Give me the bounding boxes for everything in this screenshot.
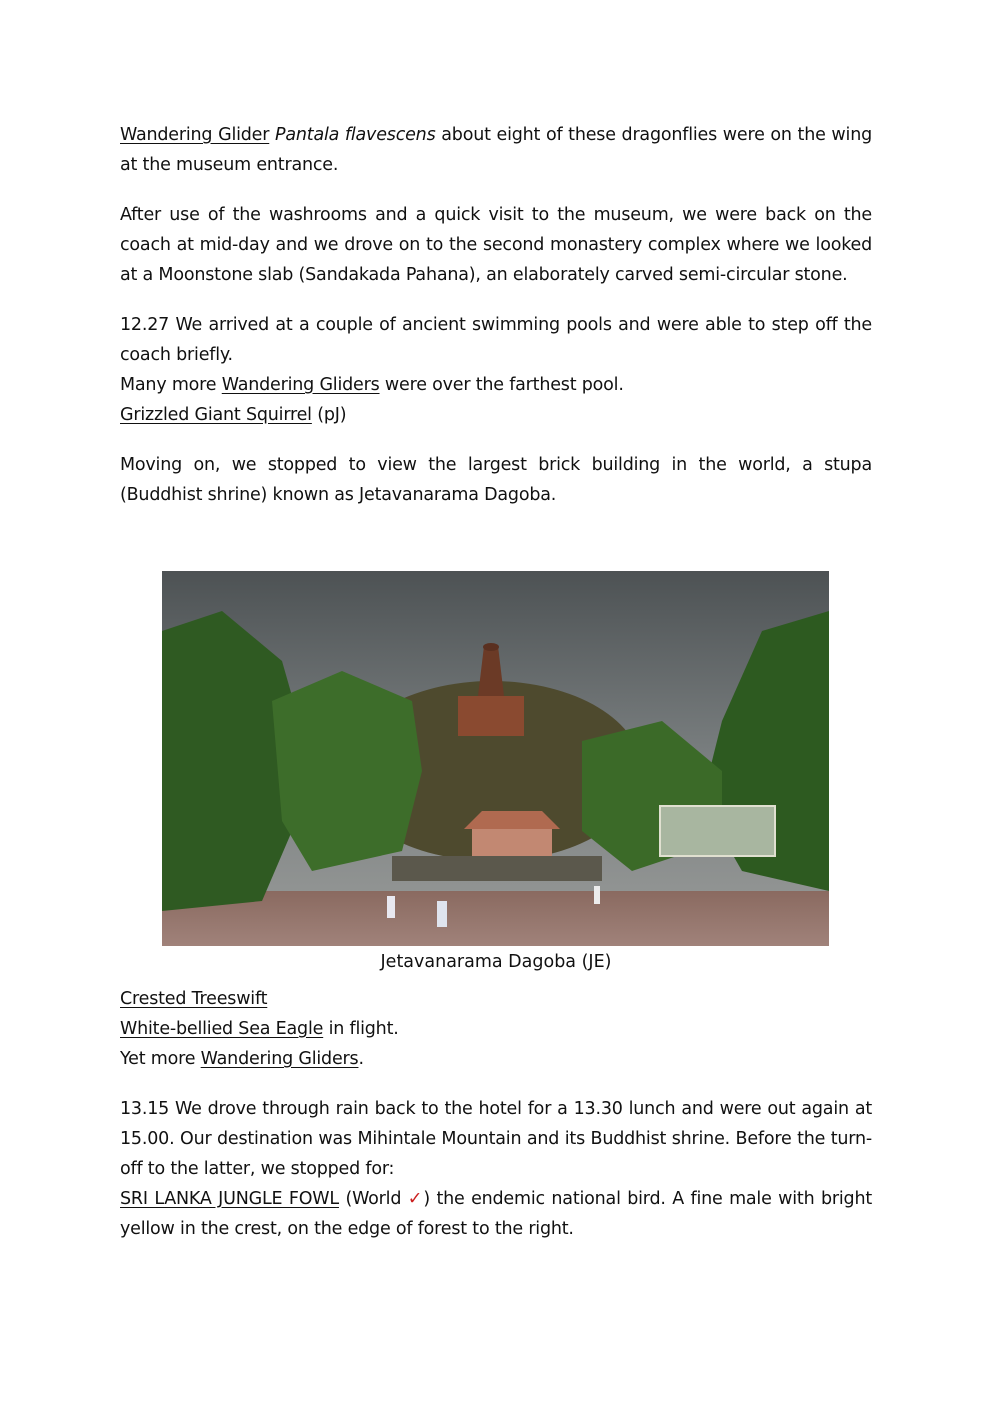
paragraph-wandering-glider: [120, 120, 872, 180]
person: [387, 896, 395, 918]
wall: [392, 856, 602, 881]
species-name: Wandering Glider: [120, 125, 270, 145]
paragraph-swimming-pools: [120, 310, 872, 430]
person: [594, 886, 600, 904]
species-name: Crested Treeswift: [120, 989, 268, 1009]
latin-name: Pantala flavescens: [275, 125, 436, 145]
stupa-photo-illustration: [162, 571, 829, 946]
text-span: (World: [345, 1189, 402, 1209]
figure-caption: Jetavanarama Dagoba (JE): [380, 952, 612, 972]
paragraph-sightings: [120, 984, 872, 1074]
signboard: [660, 806, 775, 856]
text-span: Many more: [120, 375, 217, 395]
paragraph-text: about eight of these dragonflies were on the wing at the museum entrance.: [120, 125, 872, 175]
person: [437, 901, 447, 927]
paragraph-text: 13.15 We drove through rain back to the hotel for a 13.30 lunch and were out again at 15.00. Our destination was Mihintale Mountain and its Buddhist shrine. Before the turn-off to the latter, we stopped for:: [120, 1099, 872, 1179]
treeswift-line: [120, 984, 872, 1014]
sea-eagle-line: [120, 1014, 872, 1044]
document-body-lower: [120, 984, 872, 1244]
checkmark-icon: ✓: [407, 1189, 424, 1209]
gliders-line: [120, 370, 872, 400]
paragraph-mihintale: [120, 1094, 872, 1244]
text-span: (pJ): [317, 405, 347, 425]
paragraph-museum: After use of the washrooms and a quick visit to the museum, we were back on the coach at mid-day and we drove on to the second monastery complex where we looked at a Moonstone slab (Sandakada Pahana), an elaborately carved semi-circular stone.: [120, 205, 872, 285]
species-name: SRI LANKA JUNGLE FOWL: [120, 1189, 339, 1209]
species-name: Grizzled Giant Squirrel: [120, 405, 312, 425]
species-name: Wandering Gliders: [221, 375, 380, 395]
text-span: in flight.: [328, 1019, 399, 1039]
species-name: Wandering Gliders: [200, 1049, 359, 1069]
squirrel-line: [120, 400, 872, 430]
document-body: [120, 120, 872, 530]
pools-line: 12.27 We arrived at a couple of ancient swimming pools and were able to step off the coach briefly.: [120, 315, 872, 365]
stupa-photo: [162, 571, 829, 946]
more-gliders-line: [120, 1044, 872, 1074]
spire-top: [483, 643, 499, 651]
species-name: White-bellied Sea Eagle: [120, 1019, 324, 1039]
text-span: .: [358, 1049, 364, 1069]
left-tree: [272, 671, 422, 871]
text-span: were over the farthest pool.: [384, 375, 624, 395]
text-span: Yet more: [120, 1049, 196, 1069]
paragraph-stupa: Moving on, we stopped to view the largest brick building in the world, a stupa (Buddhist shrine) known as Jetavanarama Dagoba.: [120, 455, 872, 505]
stupa-square: [458, 696, 524, 736]
text-span: ) the endemic national bird. A fine male with bright yellow in the crest, on the edge of forest to the right.: [120, 1189, 872, 1239]
